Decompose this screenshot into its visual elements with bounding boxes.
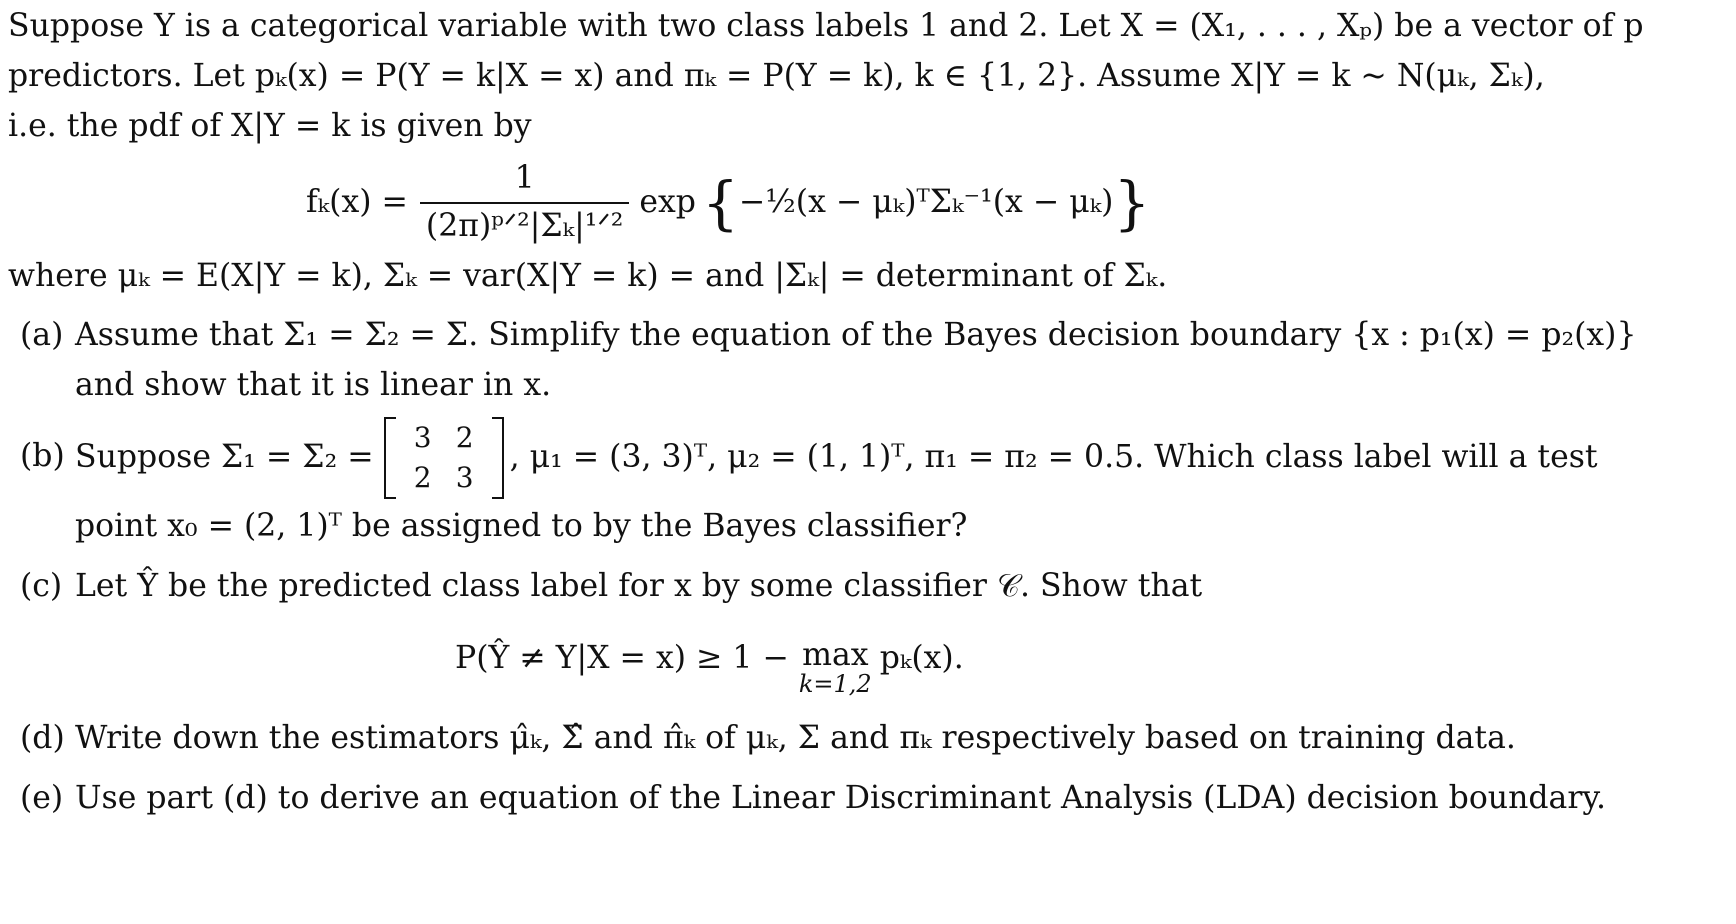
- pdf-exp: exp: [639, 183, 696, 220]
- intro-text-3: i.e. the pdf of X|Y = k is given by: [8, 108, 532, 144]
- part-d-label: (d): [20, 720, 65, 756]
- part-b-suffix: , μ₁ = (3, 3)ᵀ, μ₂ = (1, 1)ᵀ, π₁ = π₂ = 0.5. Which class label will a test: [509, 439, 1598, 476]
- pdf-fraction: [420, 160, 629, 246]
- where-text: where μₖ = E(X|Y = k), Σₖ = var(X|Y = k) = and |Σₖ| = determinant of Σₖ.: [8, 258, 1168, 294]
- part-a-line-1: [75, 317, 1637, 355]
- right-brace: }: [1113, 168, 1151, 237]
- part-c-formula-left: P(Ŷ ≠ Y|X = x) ≥ 1 −: [455, 640, 789, 676]
- part-c-line-1: [75, 568, 1202, 606]
- part-b-line-2: [75, 508, 967, 546]
- matrix-cell: 2: [413, 461, 432, 494]
- matrix-cell: 3: [413, 421, 432, 455]
- part-c-formula: [455, 637, 964, 698]
- part-b-label: (b): [20, 438, 65, 474]
- intro-text-2: predictors. Let pₖ(x) = P(Y = k|X = x) and πₖ = P(Y = k), k ∈ {1, 2}. Assume X|Y = k ~ N(μₖ, Σₖ),: [8, 58, 1545, 94]
- intro-line-1: [8, 8, 1644, 46]
- part-b-prefix: Suppose Σ₁ = Σ₂ =: [75, 439, 374, 476]
- matrix-right-bracket: [492, 417, 504, 498]
- part-c-label: (c): [20, 568, 63, 604]
- pdf-exponent: −½(x − μₖ)ᵀΣₖ⁻¹(x − μₖ): [738, 183, 1114, 220]
- matrix-grid: [396, 417, 492, 498]
- max-subscript: k=1,2: [798, 669, 872, 698]
- pdf-denominator: (2π)ᵖᐟ²|Σₖ|¹ᐟ²: [420, 202, 629, 246]
- max-label: max: [802, 637, 869, 673]
- part-c-formula-right: pₖ(x).: [879, 640, 964, 676]
- part-b-text-2: point x₀ = (2, 1)ᵀ be assigned to by the Bayes classifier?: [75, 508, 968, 544]
- part-e-line-1: [75, 780, 1606, 818]
- intro-line-2: [8, 58, 1545, 96]
- part-a-text-1: Assume that Σ₁ = Σ₂ = Σ. Simplify the equation of the Bayes decision boundary {x : p₁(x) = p₂(x)}: [75, 317, 1637, 353]
- pdf-formula: [306, 160, 1150, 246]
- max-operator: [798, 637, 872, 698]
- part-b-line-1: [75, 408, 1598, 508]
- left-brace: {: [701, 168, 739, 237]
- part-a-line-2: [75, 367, 551, 405]
- where-line: [8, 258, 1167, 296]
- part-d-text-1: Write down the estimators μ̂ₖ, Σ̂ and π̂ₖ of μₖ, Σ and πₖ respectively based on training data.: [75, 720, 1516, 756]
- covariance-matrix: [384, 417, 504, 498]
- intro-text-1: Suppose Y is a categorical variable with two class labels 1 and 2. Let X = (X₁, . . . , Xₚ) be a vector of p: [8, 8, 1644, 44]
- matrix-cell: 2: [455, 421, 474, 455]
- pdf-lhs: fₖ(x) =: [306, 183, 408, 220]
- part-a-label: (a): [20, 317, 64, 353]
- part-d-line-1: [75, 720, 1516, 758]
- part-a-text-2: and show that it is linear in x.: [75, 367, 552, 403]
- part-e-label: (e): [20, 780, 64, 816]
- matrix-left-bracket: [384, 417, 396, 498]
- pdf-numerator: 1: [514, 160, 535, 196]
- intro-line-3: [8, 108, 532, 146]
- matrix-cell: 3: [455, 461, 474, 494]
- part-e-text-1: Use part (d) to derive an equation of the Linear Discriminant Analysis (LDA) decision boundary.: [75, 780, 1606, 816]
- part-c-text-1: Let Ŷ be the predicted class label for x by some classifier 𝒞. Show that: [75, 568, 1203, 604]
